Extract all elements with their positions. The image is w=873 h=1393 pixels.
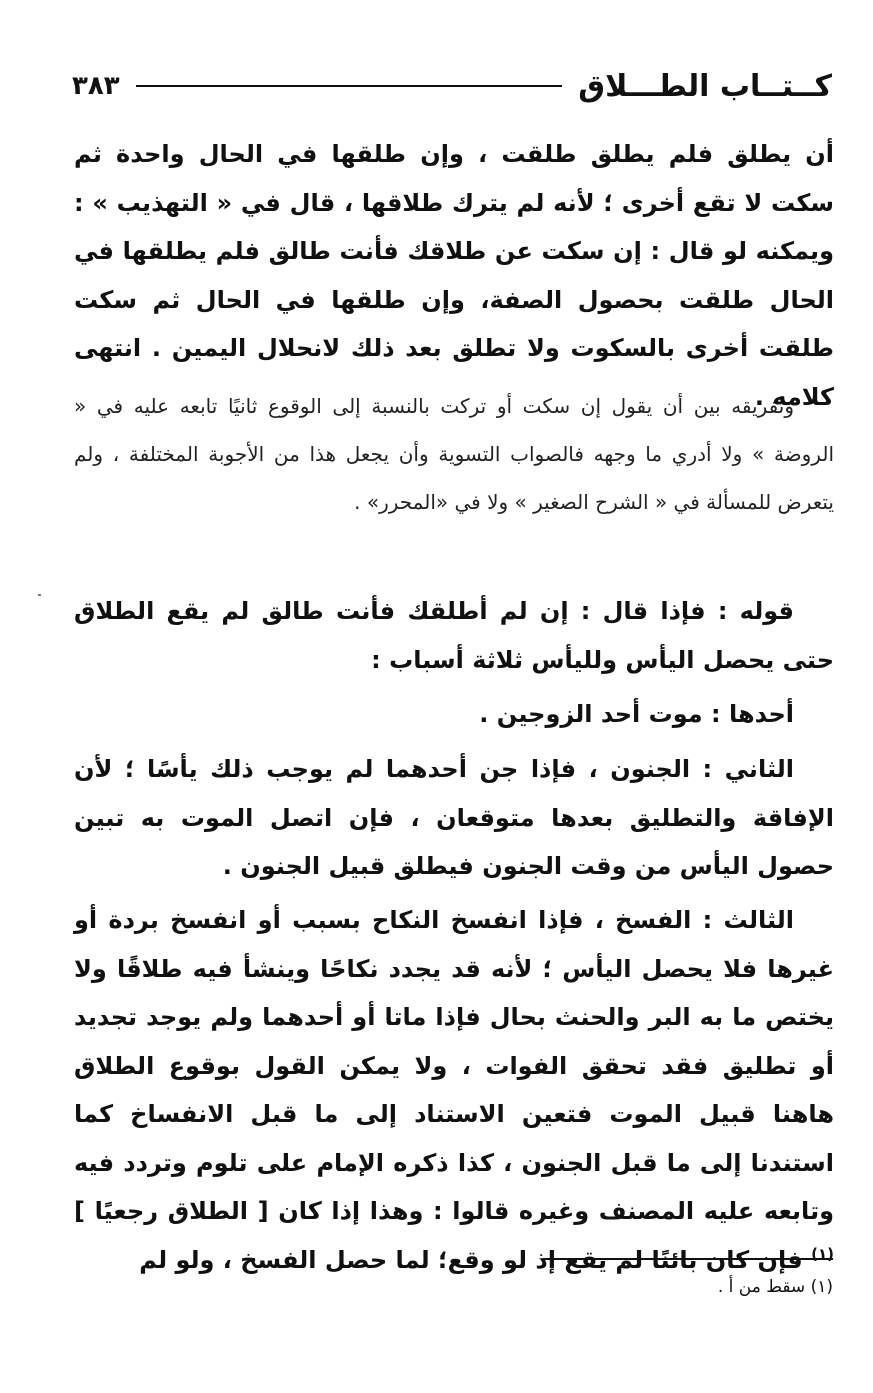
page-number: ٣٨٣ xyxy=(72,71,120,101)
running-header xyxy=(72,62,832,110)
footnote-reference: (١) xyxy=(811,1244,834,1263)
footnote-separator xyxy=(543,1258,833,1260)
header-rule xyxy=(136,85,563,87)
paragraph-1: أن يطلق فلم يطلق طلقت ، وإن طلقها في الحال واحدة ثم سكت لا تقع أخرى ؛ لأنه لم يترك طلاقها ، قال في « التهذيب » : ويمكنه لو قال : إن سكت عن طلاقك فأنت طالق فلم يطلقها في الحال طلقت بحصول الصفة، وإن طلقها في الحال ثم سكت طلقت أخرى بالسكوت ولا تطلق بعد ذلك لانحلال اليمين . انتهى كلامه . xyxy=(74,140,834,411)
scan-speck xyxy=(38,594,41,596)
paragraph-6 xyxy=(74,896,834,1284)
paragraph-3: قوله : فإذا قال : إن لم أطلقك فأنت طالق لم يقع الطلاق حتى يحصل اليأس ولليأس ثلاثة أسباب : xyxy=(74,597,834,674)
paragraph-6-text-b: فإن كان بائنًا لم يقع إذ لو وقع؛ لما حصل الفسخ ، ولو لم xyxy=(139,1245,803,1274)
paragraph-4: أحدها : موت أحد الزوجين . xyxy=(479,700,794,728)
paragraph-5: الثاني : الجنون ، فإذا جن أحدهما لم يوجب ذلك يأسًا ؛ لأن الإفاقة والتطليق بعدها متوقعان ، فإن اتصل الموت به تبين حصول اليأس من وقت الجنون فيطلق قبيل الجنون . xyxy=(74,755,834,880)
paragraph-6-text-a: الثالث : الفسخ ، فإذا انفسخ النكاح بسبب أو انفسخ بردة أو غيرها فلا يحصل اليأس ؛ لأنه قد يجدد نكاحًا وينشأ فيه طلاقًا ولا يختص ما به البر والحنث بحال فإذا ماتا أو أحدهما ولم يوجد تجديد أو تطليق فقد تحقق الفوات ، ولا يمكن القول بوقوع الطلاق هاهنا قبيل الموت فتعين الاستناد إلى ما قبل الانفساخ كما استندنا إلى ما قبل الجنون ، كذا ذكره الإمام على تلوم وتردد فيه وتابعه عليه المصنف وغيره قالوا : وهذا إذا كان [ الطلاق رجعيًا ] xyxy=(74,906,834,1225)
paragraph-2: وتفريقه بين أن يقول إن سكت أو تركت بالنسبة إلى الوقوع ثانيًا تابعه عليه في « الروضة » ولا أدري ما وجهه فالصواب التسوية وأن يجعل هذا من الأجوبة المختلفة ، ولم يتعرض للمسألة في « الشرح الصغير » ولا في «المحرر» . xyxy=(74,394,834,514)
chapter-title: كــتــاب الطـــلاق xyxy=(578,68,832,104)
footnote: (١) سقط من أ . xyxy=(717,1277,833,1297)
